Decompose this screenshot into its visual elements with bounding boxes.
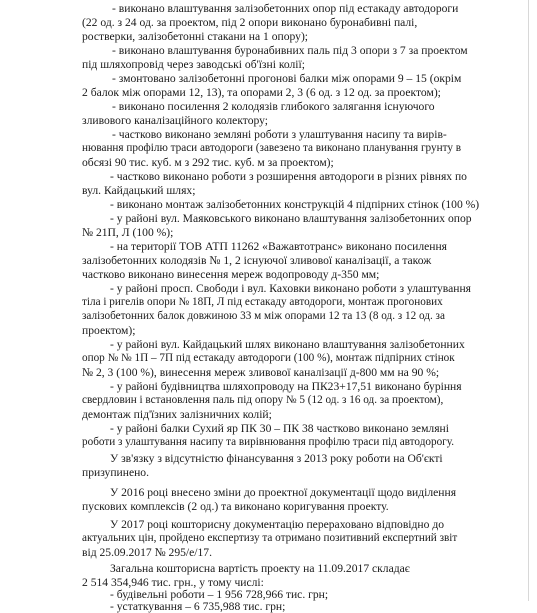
text-line: нювання профілю траси автодороги (завезено та виконано планування грунту в	[82, 142, 461, 154]
text-line: під шляхопровід через заводські об'їзні колії;	[82, 58, 305, 71]
scan-edge	[528, 0, 529, 601]
text-line: зливового каналізаційного колектору;	[82, 114, 269, 127]
text-line: У зв'язку з відсутністю фінансування з 2013 року роботи на Об'єкті	[110, 452, 443, 465]
text-line: - у районі вул. Маяковського виконано влаштування залізобетонних опор	[110, 212, 472, 225]
text-line: призупинено.	[82, 466, 149, 479]
text-line: - будівельні роботи – 1 956 728,966 тис. грн;	[110, 588, 329, 601]
text-line: - змонтовано залізобетонні прогонові балки між опорами 9 – 15 (окрім	[112, 72, 462, 85]
text-line: - у районі просп. Свободи і вул. Каховки виконано роботи з улаштування	[110, 282, 472, 295]
text-line: - на території ТОВ АТП 11262 «Важавтотранс» виконано посилення	[110, 240, 448, 253]
text-line: - у районі будівництва шляхопроводу на ПК23+17,51 виконано буріння	[110, 380, 462, 393]
text-line: - у районі балки Сухий яр ПК 30 – ПК 38 частково виконано земляні	[110, 422, 449, 435]
text-line: - виконано монтаж залізобетонних конструкцій 4 підпірних стінок (100 %)	[110, 198, 480, 211]
text-line: демонтаж під'їзних залізничних колій;	[82, 408, 272, 421]
text-line: У 2016 році внесено зміни до проектної документації щодо виділення	[110, 486, 457, 499]
text-line: Загальна кошторисна вартість проекту на 11.09.2017 складає	[110, 562, 410, 575]
text-line: № 2, 3 (100 %), винесення мереж зливової каналізації д-800 мм на 90 %;	[82, 366, 440, 379]
text-line: У 2017 році кошторисну документацію перераховано відповідно до	[110, 518, 445, 531]
text-line: - устаткування – 6 735,988 тис. грн;	[110, 600, 286, 613]
text-line: залізобетонних балок довжиною 33 м між опорами 12 та 13 (8 од. з 12 од. за	[82, 310, 445, 322]
text-line: ростверки, залізобетонні стакани на 1 опору);	[82, 30, 309, 43]
text-line: № 21П, Л (100 %);	[82, 226, 174, 239]
text-line: - частково виконано земляні роботи з улаштування насипу та вирів-	[112, 128, 447, 141]
text-line: вул. Кайдацький шлях;	[82, 184, 196, 197]
text-line: 2 балок між опорами 12, 13), та опорами 2, 3 (6 од. з 12 од. за проектом);	[82, 86, 441, 99]
text-line: обсязі 90 тис. куб. м з 292 тис. куб. м за проектом);	[82, 156, 334, 169]
text-line: 2 514 354,946 тис. грн., у тому числі:	[82, 576, 264, 589]
text-line: роботи з улаштування насипу та вирівнювання профілю траси під автодорогу.	[82, 436, 455, 448]
text-line: - виконано влаштування залізобетонних опор під естакаду автодороги	[112, 2, 459, 15]
text-line: актуальних цін, пройдено експертизу та отримано позитивний експертний звіт	[82, 532, 458, 544]
text-line: свердловин і встановлення паль під опору № 5 (12 од. з 16 од. за проектом),	[82, 394, 444, 406]
text-line: пускових комплексів (2 од.) та виконано коригування проекту.	[82, 500, 389, 513]
text-line: опор № № 1П – 7П під естакаду автодороги (100 %), монтаж підпірних стінок	[82, 352, 455, 364]
text-line: - частково виконано роботи з розширення автодороги в різних рівнях по	[110, 170, 467, 183]
text-line: від 25.09.2017 № 295/е/17.	[82, 546, 212, 559]
text-line: тіла і ригелів опори № 18П, Л під естакаду автодороги, монтаж прогонових	[82, 296, 443, 308]
text-line: - у районі вул. Кайдацький шлях виконано влаштування залізобетонних	[110, 338, 465, 351]
text-line: - виконано влаштування буронабивних паль під 3 опори з 7 за проектом	[112, 44, 468, 57]
text-line: частково виконано винесення мереж водопроводу д-350 мм;	[82, 268, 380, 281]
text-line: проектом);	[82, 324, 136, 337]
text-line: - виконано посилення 2 колодязів глибокого залягання існуючого	[112, 100, 435, 113]
text-line: (22 од. з 24 од. за проектом, під 2 опори виконано буронабивні палі,	[82, 16, 418, 29]
text-line: залізобетонних колодязів № 1, 2 існуючої зливової каналізації, а також	[82, 254, 432, 267]
